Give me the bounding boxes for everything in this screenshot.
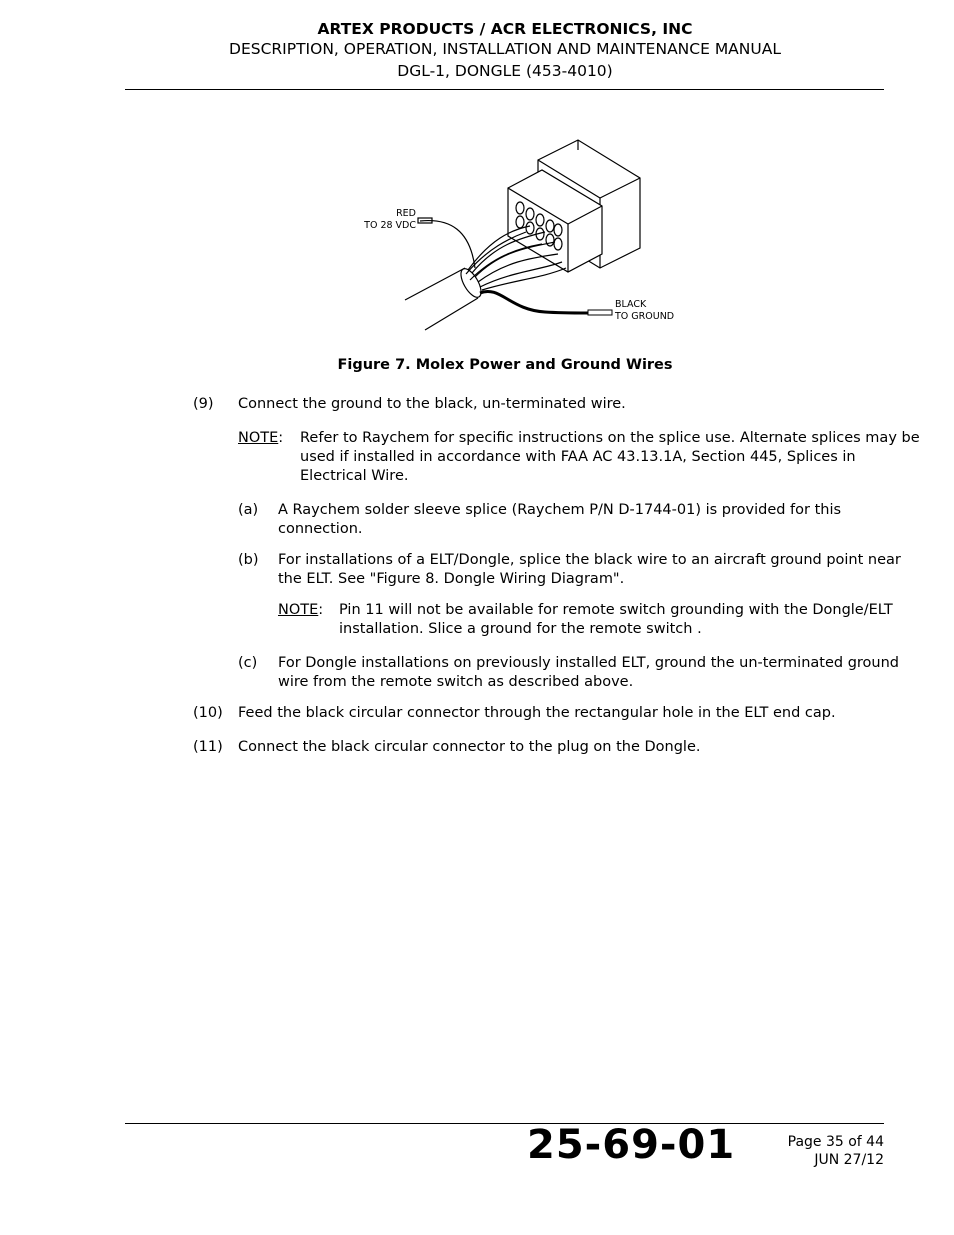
note-1-line-1: Refer to Raychem for specific instructions on the splice use. Alternate splices may be	[300, 430, 920, 446]
molex-connector-figure	[330, 130, 690, 340]
note-2-text	[339, 601, 893, 639]
substep-b-line-1: For installations of a ELT/Dongle, splice the black wire to an aircraft ground point near	[278, 552, 901, 568]
page-number: Page 35 of 44	[787, 1134, 884, 1150]
step-11-text: Connect the black circular connector to the plug on the Dongle.	[238, 739, 701, 755]
header-manual-title: DESCRIPTION, OPERATION, INSTALLATION AND MAINTENANCE MANUAL	[229, 40, 781, 58]
substep-c-line-1: For Dongle installations on previously installed ELT, ground the un-terminated ground	[278, 655, 900, 671]
footer-rule	[125, 1123, 884, 1124]
note-1-keyword: NOTE	[238, 430, 279, 446]
figure-caption: Figure 7. Molex Power and Ground Wires	[337, 357, 673, 373]
step-9-text: Connect the ground to the black, un-terminated wire.	[238, 396, 626, 412]
substep-c-line-2: wire from the remote switch as described above.	[278, 674, 634, 690]
note-1-line-2: used if installed in accordance with FAA AC 43.13.1A, Section 445, Splices in	[300, 449, 856, 465]
black-wire-label	[615, 299, 674, 322]
substep-a-number: (a)	[238, 502, 259, 518]
note-1-line-3: Electrical Wire.	[300, 468, 409, 484]
substep-a-line-2: connection.	[278, 521, 363, 537]
note-1-label	[238, 429, 283, 448]
substep-a-text	[278, 501, 841, 539]
header-model: DGL-1, DONGLE (453-4010)	[397, 62, 613, 80]
red-wire-label	[360, 208, 416, 231]
substep-b-number: (b)	[238, 552, 259, 568]
substep-b-text	[278, 551, 901, 589]
document-number: 25-69-01	[527, 1122, 736, 1168]
red-wire-label-line2: TO 28 VDC	[364, 219, 416, 231]
black-wire-label-line1: BLACK	[615, 299, 647, 310]
substep-a-line-1: A Raychem solder sleeve splice (Raychem P/N D-1744-01) is provided for this	[278, 502, 842, 518]
note-1-text	[300, 429, 920, 486]
note-2-separator: :	[318, 602, 324, 618]
step-10-number: (10)	[193, 705, 223, 721]
header-company: ARTEX PRODUCTS / ACR ELECTRONICS, INC	[317, 20, 693, 38]
note-2-line-1: Pin 11 will not be available for remote switch grounding with the Dongle/ELT	[339, 602, 893, 618]
substep-b-line-2: the ELT. See "Figure 8. Dongle Wiring Diagram".	[278, 571, 625, 587]
header-rule	[125, 89, 884, 90]
note-2-label	[278, 601, 323, 620]
note-2-keyword: NOTE	[278, 602, 319, 618]
red-wire-label-line1: RED	[396, 208, 416, 219]
substep-c-number: (c)	[238, 655, 258, 671]
substep-c-text	[278, 654, 899, 692]
black-wire-label-line2: TO GROUND	[615, 310, 675, 322]
step-9-number: (9)	[193, 396, 214, 412]
step-10-text: Feed the black circular connector through the rectangular hole in the ELT end cap.	[238, 705, 836, 721]
step-11-number: (11)	[193, 739, 223, 755]
note-2-line-2: installation. Slice a ground for the remote switch .	[339, 621, 702, 637]
revision-date: JUN 27/12	[814, 1152, 884, 1168]
note-1-separator: :	[278, 430, 284, 446]
